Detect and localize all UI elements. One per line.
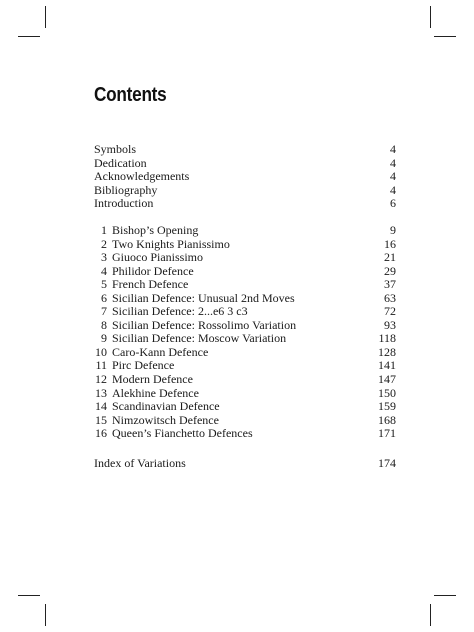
- chapter-number: 4: [101, 263, 107, 278]
- chapter-number: 9: [101, 331, 107, 346]
- chapter-page: 147: [378, 372, 396, 387]
- chapter-entry[interactable]: [94, 346, 396, 360]
- chapter-title: Sicilian Defence: Moscow Variation: [112, 331, 287, 346]
- chapter-number: 16: [95, 426, 107, 441]
- chapter-entry[interactable]: [94, 319, 396, 333]
- chapter-entry[interactable]: [94, 292, 396, 306]
- chapter-number: 7: [101, 304, 107, 319]
- chapter-title: Scandinavian Defence: [112, 399, 220, 414]
- chapter-entry[interactable]: [94, 251, 396, 265]
- chapter-number: 15: [95, 412, 107, 427]
- chapter-page: 171: [378, 426, 396, 441]
- chapter-title: Philidor Defence: [112, 263, 194, 278]
- chapter-entry[interactable]: [94, 387, 396, 401]
- toc-entry-page: 6: [390, 196, 396, 211]
- page-title: Contents: [94, 84, 167, 106]
- chapter-page: 37: [384, 277, 396, 292]
- crop-mark-top-right-h: [434, 36, 456, 37]
- chapter-page: 21: [384, 250, 396, 265]
- chapter-page: 72: [384, 304, 396, 319]
- chapter-list: [94, 224, 396, 441]
- chapter-page: 63: [384, 290, 396, 305]
- chapter-title: Sicilian Defence: Unusual 2nd Moves: [112, 290, 295, 305]
- toc-entry-label: Dedication: [94, 155, 147, 170]
- chapter-title: Sicilian Defence: Rossolimo Variation: [112, 317, 297, 332]
- chapter-entry[interactable]: [94, 427, 396, 441]
- toc-entry[interactable]: [94, 197, 396, 211]
- chapter-entry[interactable]: [94, 278, 396, 292]
- toc-entry[interactable]: [94, 157, 396, 171]
- chapter-entry[interactable]: [94, 400, 396, 414]
- chapter-page: 16: [384, 236, 396, 251]
- chapter-number: 1: [101, 223, 107, 237]
- chapter-title: Two Knights Pianissimo: [112, 236, 230, 251]
- chapter-entry[interactable]: [94, 332, 396, 346]
- chapter-entry[interactable]: [94, 238, 396, 252]
- chapter-number: 11: [95, 358, 107, 373]
- chapter-number: 10: [95, 344, 107, 359]
- chapter-number: 12: [95, 372, 107, 387]
- chapter-number: 13: [95, 385, 107, 400]
- chapter-title: French Defence: [112, 277, 189, 292]
- toc-entry-page: 4: [390, 182, 396, 197]
- back-matter-list: [94, 457, 396, 471]
- chapter-page: 93: [384, 317, 396, 332]
- crop-mark-bottom-right-v: [430, 604, 431, 626]
- chapter-number: 2: [101, 236, 107, 251]
- toc-entry[interactable]: [94, 143, 396, 157]
- toc-entry-page: 174: [378, 456, 396, 470]
- chapter-page: 118: [378, 331, 396, 346]
- crop-mark-bottom-left-v: [45, 604, 46, 626]
- chapter-entry[interactable]: [94, 265, 396, 279]
- chapter-entry[interactable]: [94, 373, 396, 387]
- toc-entry[interactable]: [94, 457, 396, 471]
- chapter-number: 8: [101, 317, 107, 332]
- toc-entry-label: Symbols: [94, 142, 137, 156]
- chapter-entry[interactable]: [94, 359, 396, 373]
- chapter-title: Giuoco Pianissimo: [112, 250, 204, 265]
- chapter-title: Sicilian Defence: 2...e6 3 c3: [112, 304, 248, 319]
- chapter-title: Bishop’s Opening: [112, 223, 199, 237]
- chapter-number: 6: [101, 290, 107, 305]
- toc-entry-label: Bibliography: [94, 182, 158, 197]
- toc-entry-label: Acknowledgements: [94, 169, 190, 184]
- chapter-page: 141: [378, 358, 396, 373]
- chapter-title: Modern Defence: [112, 372, 193, 387]
- front-matter-list: [94, 143, 396, 211]
- toc-entry-label: Introduction: [94, 196, 154, 211]
- crop-mark-top-right-v: [430, 6, 431, 28]
- chapter-title: Queen’s Fianchetto Defences: [112, 426, 253, 441]
- chapter-entry[interactable]: [94, 224, 396, 238]
- toc-entry-page: 4: [390, 169, 396, 184]
- chapter-page: 9: [390, 223, 396, 237]
- chapter-entry[interactable]: [94, 414, 396, 428]
- toc-entry[interactable]: [94, 170, 396, 184]
- crop-mark-bottom-right-h: [434, 595, 456, 596]
- chapter-page: 159: [378, 399, 396, 414]
- toc-entry-label: Index of Variations: [94, 456, 186, 470]
- toc-entry-page: 4: [390, 155, 396, 170]
- chapter-number: 3: [101, 250, 107, 265]
- chapter-title: Caro-Kann Defence: [112, 344, 209, 359]
- chapter-number: 14: [95, 399, 107, 414]
- chapter-page: 168: [378, 412, 396, 427]
- toc-entry[interactable]: [94, 184, 396, 198]
- chapter-page: 150: [378, 385, 396, 400]
- crop-mark-top-left-h: [18, 36, 40, 37]
- chapter-number: 5: [101, 277, 107, 292]
- chapter-title: Alekhine Defence: [112, 385, 199, 400]
- chapter-page: 29: [384, 263, 396, 278]
- chapter-page: 128: [378, 344, 396, 359]
- chapter-title: Pirc Defence: [112, 358, 175, 373]
- chapter-title: Nimzowitsch Defence: [112, 412, 219, 427]
- chapter-entry[interactable]: [94, 305, 396, 319]
- crop-mark-top-left-v: [45, 6, 46, 28]
- crop-mark-bottom-left-h: [18, 595, 40, 596]
- toc-entry-page: 4: [390, 142, 396, 156]
